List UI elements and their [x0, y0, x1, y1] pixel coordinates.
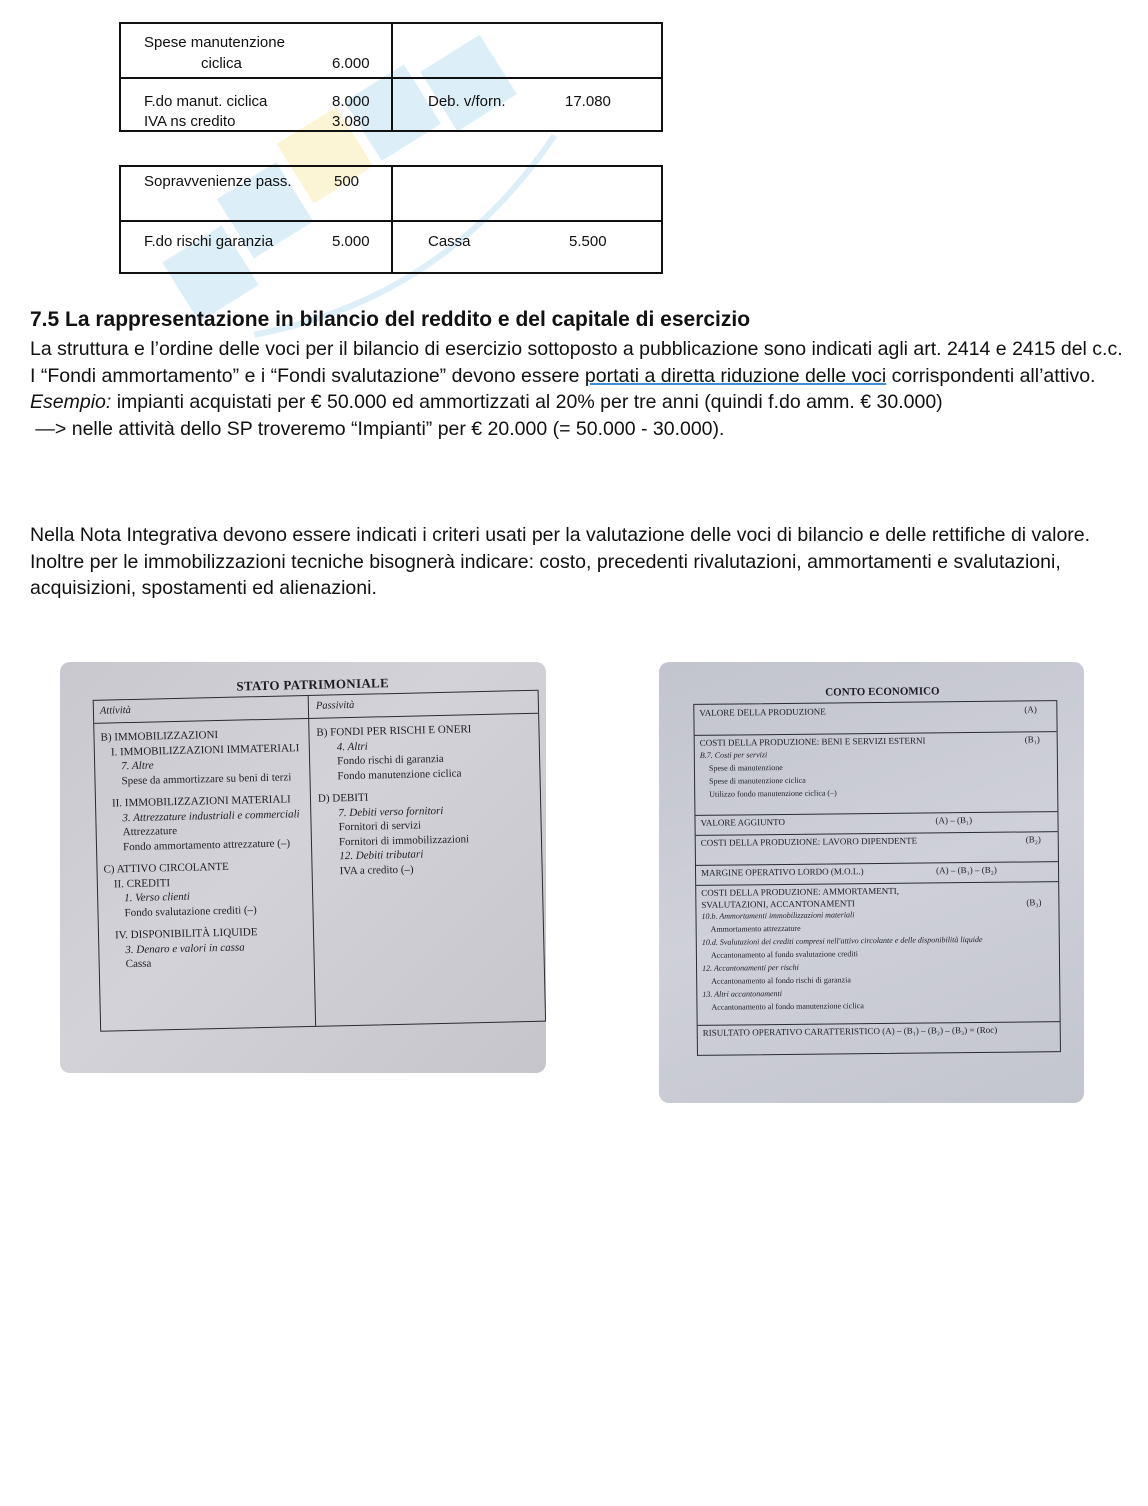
ce-line: Accantonamento al fondo svalutazione crediti	[710, 949, 859, 960]
ce-line: B.7. Costi per servizi	[699, 749, 768, 760]
stato-patrimoniale-table	[93, 690, 546, 1032]
section-body	[30, 336, 1130, 442]
account-label: F.do rischi garanzia	[144, 233, 274, 250]
ce-line: Accantonamento al fondo rischi di garanzia	[711, 975, 851, 986]
balance-line: Spese da ammortizzare su beni di terzi	[121, 770, 292, 787]
balance-line: C) ATTIVO CIRCOLANTE	[103, 860, 229, 876]
balance-line: Fondo svalutazione crediti (–)	[124, 903, 257, 919]
paragraph: La struttura e l’ordine delle voci per il bilancio di esercizio sottoposto a pubblicazione sono indicati agli art. 2414 e 2415 del c.c.	[30, 338, 1123, 360]
ce-line: Spese di manutenzione ciclica	[709, 775, 806, 786]
balance-line: II. CREDITI	[113, 876, 171, 890]
account-value: 500	[334, 173, 360, 190]
ce-section-formula: (B₁)	[1024, 734, 1040, 745]
balance-line: IVA a credito (–)	[339, 863, 414, 877]
account-label: Sopravvenienze pass.	[144, 173, 292, 190]
ce-line: 12. Accantonamenti per rischi	[702, 962, 799, 973]
account-label: Cassa	[428, 233, 471, 250]
balance-line: 3. Attrezzature industriali e commerciali	[122, 807, 300, 824]
ce-line: 13. Altri accantonamenti	[702, 989, 783, 999]
balance-line: 4. Altri	[336, 740, 368, 753]
balance-line: Fondo rischi di garanzia	[337, 752, 444, 768]
ce-section-label: VALORE DELLA PRODUZIONE	[699, 706, 826, 718]
ce-section-formula: (A) – (B₁) – (B₂)	[935, 864, 997, 876]
t-account-garanzia	[119, 165, 663, 274]
account-value: 6.000	[332, 55, 370, 72]
t-account-row	[121, 24, 661, 79]
paragraph: —> nelle attività dello SP troveremo “Impianti” per € 20.000 (= 50.000 - 30.000).	[30, 417, 725, 440]
account-label: Deb. v/forn.	[428, 93, 506, 110]
paragraph: Nella Nota Integrativa devono essere indicati i criteri usati per la valutazione delle voci di bilancio e delle rettifiche di valore. Inoltre per le immobilizzazioni tecniche bisognerà indicare: costo, precedenti rivalutazioni, ammortamenti e svalutazioni, acquisizioni, spostamenti ed alienazioni.	[30, 524, 1091, 599]
t-account-row	[121, 79, 661, 132]
ce-section	[695, 731, 1058, 816]
paragraph-text: corrispondenti all’attivo.	[886, 364, 1096, 387]
ce-section-formula: (A) – (B₁)	[935, 815, 973, 826]
ce-section-label: RISULTATO OPERATIVO CARATTERISTICO (A) – (B₁) – (B₂) – (B₃) = (Roc)	[702, 1024, 998, 1038]
col-header-passivita: Passività	[315, 699, 355, 712]
balance-line: IV. DISPONIBILITÀ LIQUIDE	[114, 926, 258, 942]
account-label: Spese manutenzione	[144, 34, 285, 51]
stato-patrimoniale-title: STATO PATRIMONIALE	[236, 675, 390, 694]
col-header-attivita: Attività	[99, 704, 131, 717]
account-value: 3.080	[332, 113, 370, 130]
column-divider	[308, 696, 317, 1026]
passivita-column	[316, 722, 474, 878]
conto-economico-table	[693, 700, 1061, 1056]
balance-line: D) DEBITI	[317, 791, 369, 805]
ce-line: Spese di manutenzione	[708, 762, 783, 773]
ce-section-formula: (B₃)	[1026, 897, 1042, 908]
section-title: 7.5 La rappresentazione in bilancio del reddito e del capitale di esercizio	[30, 308, 751, 331]
t-account-row	[121, 167, 661, 222]
ce-section-label: COSTI DELLA PRODUZIONE: LAVORO DIPENDENTE	[700, 835, 918, 848]
ce-line: 10.d. Svalutazioni dei crediti compresi nell'attivo circolante e delle disponibilità liquide	[701, 934, 983, 947]
balance-line: 3. Denaro e valori in cassa	[125, 940, 245, 956]
balance-line: B) IMMOBILIZZAZIONI	[100, 729, 219, 744]
balance-line: Fondo ammortamento attrezzature (–)	[122, 836, 291, 853]
stato-patrimoniale-photo	[60, 662, 546, 1073]
balance-line: 1. Verso clienti	[124, 890, 190, 905]
paragraph	[30, 389, 1130, 416]
balance-line: 12. Debiti tributari	[339, 848, 424, 863]
paragraph	[30, 363, 1130, 390]
ce-line: Ammortamento attrezzature	[710, 923, 801, 934]
account-value: 5.500	[569, 233, 607, 250]
ce-section-formula: (B₂)	[1025, 834, 1041, 845]
ce-section	[698, 1021, 1060, 1055]
balance-line: Attrezzature	[122, 824, 178, 839]
conto-economico-photo	[659, 662, 1084, 1103]
balance-line: 7. Altre	[121, 759, 154, 773]
ce-line: Accantonamento al fondo manutenzione ciclica	[711, 1001, 864, 1012]
account-value: 8.000	[332, 93, 370, 110]
attivita-column	[100, 726, 304, 972]
paragraph-text: I “Fondi ammortamento” e i “Fondi svalutazione” devono essere	[30, 364, 585, 387]
stato-patrimoniale-page	[86, 662, 545, 1050]
balance-line: 7. Debiti verso fornitori	[338, 804, 444, 819]
example-label: Esempio:	[30, 391, 112, 413]
account-label: F.do manut. ciclica	[144, 93, 268, 110]
ce-section-label: MARGINE OPERATIVO LORDO (M.O.L.)	[701, 866, 864, 878]
ce-section-formula: (A)	[1024, 704, 1037, 715]
balance-line: B) FONDI PER RISCHI E ONERI	[316, 723, 472, 739]
account-label: ciclica	[201, 55, 242, 72]
ce-line: Utilizzo fondo manutenzione ciclica (–)	[709, 787, 837, 799]
balance-line: Fornitori di servizi	[338, 819, 422, 834]
balance-line: Fornitori di immobilizzazioni	[338, 832, 470, 848]
underlined-text: portati a diretta riduzione delle voci	[584, 364, 887, 387]
balance-line: I. IMMOBILIZZAZIONI IMMATERIALI	[110, 741, 300, 758]
conto-economico-page	[687, 672, 1065, 1056]
section-body-2	[30, 522, 1130, 602]
ce-line: 10.b. Ammortamenti immobilizzazioni materiali	[701, 910, 855, 921]
paragraph-text: impianti acquistati per € 50.000 ed ammortizzati al 20% per tre anni (quindi f.do amm. € 30.000)	[111, 391, 943, 413]
ce-section-label: SVALUTAZIONI, ACCANTONAMENTI	[701, 897, 855, 910]
ce-section-label: COSTI DELLA PRODUZIONE: AMMORTAMENTI,	[701, 885, 900, 898]
t-account-manutenzione	[119, 22, 663, 132]
balance-line: II. IMMOBILIZZAZIONI MATERIALI	[111, 793, 291, 810]
table-header	[94, 691, 538, 724]
balance-line: Cassa	[125, 957, 152, 971]
conto-economico-title: CONTO ECONOMICO	[825, 685, 940, 699]
ce-section-label: COSTI DELLA PRODUZIONE: BENI E SERVIZI ESTERNI	[699, 735, 926, 748]
ce-section	[696, 881, 1059, 1026]
balance-line: Fondo manutenzione ciclica	[337, 767, 462, 782]
t-account-row	[121, 222, 661, 274]
account-value: 17.080	[565, 93, 611, 110]
ce-section-label: VALORE AGGIUNTO	[700, 816, 786, 828]
account-label: IVA ns credito	[144, 113, 236, 130]
account-value: 5.000	[332, 233, 370, 250]
